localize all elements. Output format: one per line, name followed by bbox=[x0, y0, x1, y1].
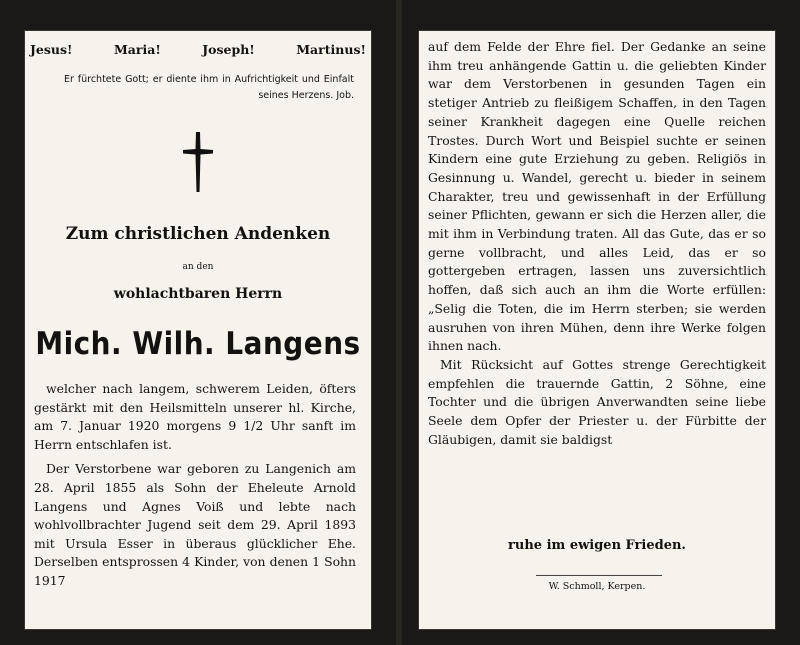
left-paragraph-1: welcher nach langem, schwerem Leiden, öfters gestärkt mit den Heilsmitteln unserer hl. Kirche, am 7. Januar 1920 morgens 9 1/2 Uhr sanft im Herrn entschlafen ist. bbox=[34, 381, 356, 452]
left-paragraph-2: Der Verstorbene war geboren zu Langenich am 28. April 1855 als Sohn der Eheleute Arnold Langens und Agnes Voiß und lebte nach wohlvollbrachter Jugend seit dem 29. April 1893 mit Ursula Esser in überaus glücklicher Ehe. Derselben entsprossen 4 Kinder, von denen 1 Sohn 1917 bbox=[34, 461, 356, 588]
right-paragraph-1: auf dem Felde der Ehre fiel. Der Gedanke an seine ihm treu anhängende Gattin u. die geliebten Kinder war dem Verstorbenen in gesunden Tagen ein stetiger Antrieb zu fleißigem Schaffen, in den Tagen seiner Krankheit dagegen eine Quelle reichen Trostes. Durch Wort und Beispiel suchte er seinen Kindern eine gute Erziehung zu geben. Religiös in Gesinnung u. Wandel, gerecht u. bieder in seinem Charakter, treu und gewissenhaft in der Erfüllung seiner Pflichten, gewann er sich die Herzen aller, die mit ihm in Verbindung traten. All das Gute, das er so gerne vollbracht, und alles Leid, das er so gottergeben ertragen, lassen uns zuversichtlich hoffen, daß sich auch an ihm die Worte erfüllen: „Selig die Toten, die im Herrn sterben; sie werden ausruhen von ihren Mühen, denn ihre Werke folgen ihnen nach. bbox=[428, 39, 766, 354]
memorial-heading: Zum christlichen Andenken bbox=[65, 224, 331, 244]
right-card bbox=[402, 0, 800, 645]
left-card bbox=[0, 0, 396, 645]
saints-line bbox=[30, 42, 366, 57]
an-den-text: an den bbox=[182, 262, 214, 272]
saint-martinus: Martinus! bbox=[296, 42, 366, 57]
right-paragraph-2: Mit Rücksicht auf Gottes strenge Gerechtigkeit empfehlen die trauernde Gattin, 2 Söhne, eine Tochter und die übrigen Anverwandten seine liebe Seele dem Opfer der Priester u. der Fürbitte der Gläubigen, damit sie baldigst bbox=[428, 356, 766, 447]
left-body bbox=[34, 380, 356, 591]
right-panel bbox=[418, 30, 776, 630]
left-panel bbox=[24, 30, 372, 630]
deceased-name: Mich. Wilh. Langens bbox=[35, 326, 361, 362]
cross-icon bbox=[183, 132, 213, 192]
honorific: wohlachtbaren Herrn bbox=[113, 286, 283, 302]
closing-line: ruhe im ewigen Frieden. bbox=[508, 538, 686, 553]
saint-maria: Maria! bbox=[113, 42, 161, 57]
saint-joseph: Joseph! bbox=[202, 42, 255, 57]
epigraph: Er fürchtete Gott; er diente ihm in Aufrichtigkeit und Einfalt seines Herzens. Job. bbox=[64, 74, 354, 101]
printer-rule bbox=[536, 575, 662, 576]
saint-jesus: Jesus! bbox=[30, 42, 73, 57]
printer-imprint: W. Schmoll, Kerpen. bbox=[548, 581, 646, 592]
right-body bbox=[428, 38, 766, 449]
